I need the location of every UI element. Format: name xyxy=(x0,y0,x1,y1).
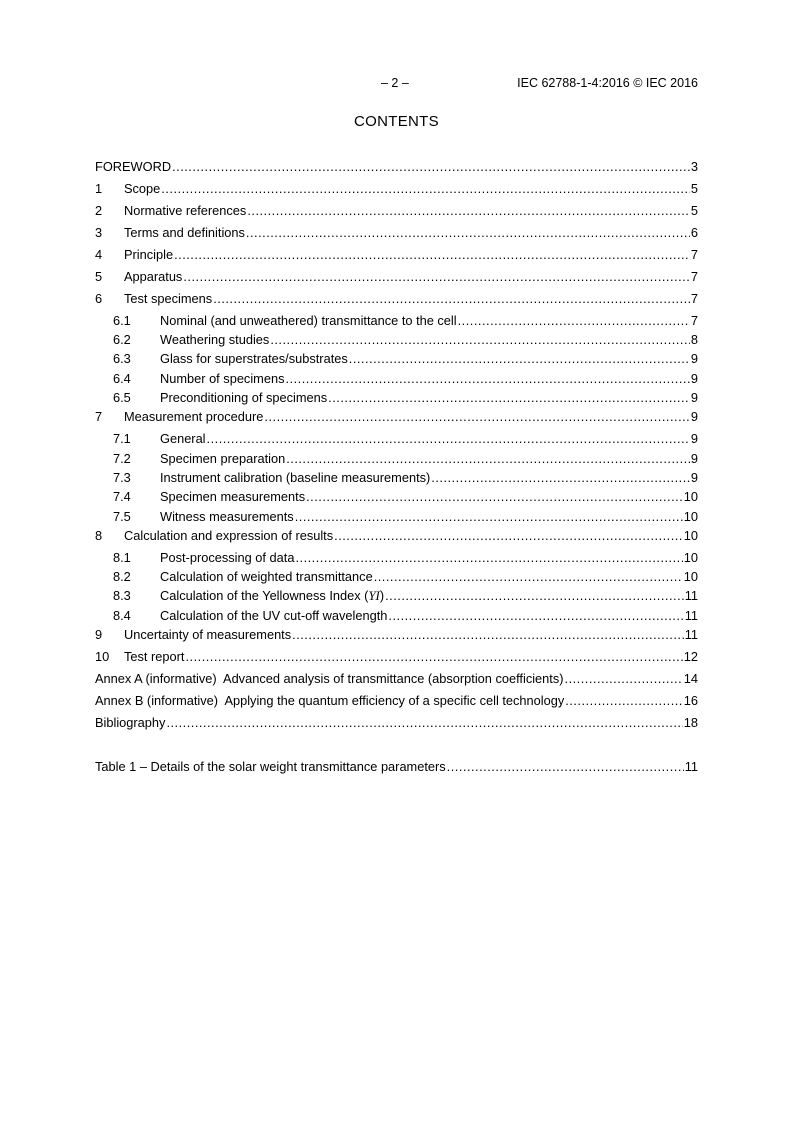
toc-entry-page: 9 xyxy=(690,371,698,386)
dot-leader xyxy=(374,569,683,585)
toc-entry-page: 12 xyxy=(683,649,698,664)
toc-entry-label: Measurement procedure xyxy=(124,409,264,424)
toc-entry-number: 7.5 xyxy=(113,509,131,524)
toc-entry-number: 8.3 xyxy=(113,588,131,603)
dot-leader xyxy=(264,409,689,425)
toc-entry-page: 9 xyxy=(690,390,698,405)
toc-entry-label: Specimen measurements xyxy=(160,489,306,504)
toc-entry-annex-b[interactable] xyxy=(95,693,698,709)
toc-entry-page: 6 xyxy=(690,225,698,240)
toc-entry-label: General xyxy=(160,431,206,446)
dot-leader xyxy=(306,489,683,505)
toc-entry-page: 14 xyxy=(683,671,698,686)
toc-entry-label: Calculation and expression of results xyxy=(124,528,334,543)
toc-entry-label: Principle xyxy=(124,247,174,262)
toc-subentry[interactable] xyxy=(113,371,698,387)
toc-entry-page: 5 xyxy=(690,203,698,218)
toc-entry-number: 7.3 xyxy=(113,470,131,485)
toc-entry-number: 6.5 xyxy=(113,390,131,405)
standard-reference: IEC 62788-1-4:2016 © IEC 2016 xyxy=(517,76,698,90)
toc-subentry[interactable] xyxy=(113,431,698,447)
toc-entry-label: Specimen preparation xyxy=(160,451,286,466)
toc-entry-page: 3 xyxy=(690,159,698,174)
toc-subentry[interactable] xyxy=(113,451,698,467)
toc-entry-number: 1 xyxy=(95,181,103,196)
dot-leader xyxy=(447,759,684,775)
toc-entry-number: 6.3 xyxy=(113,351,131,366)
toc-subentry[interactable] xyxy=(113,509,698,525)
toc-entry-page: 16 xyxy=(683,693,698,708)
toc-entry-annex-a[interactable] xyxy=(95,671,698,687)
toc-entry-label: Bibliography xyxy=(95,715,166,730)
dot-leader xyxy=(285,371,689,387)
toc-entry-page: 7 xyxy=(690,291,698,306)
dot-leader xyxy=(207,431,690,447)
toc-entry[interactable] xyxy=(95,269,698,285)
dot-leader xyxy=(185,649,682,665)
toc-entry-number: 3 xyxy=(95,225,103,240)
toc-entry-label: Weathering studies xyxy=(160,332,270,347)
toc-entry-label: Apparatus xyxy=(124,269,183,284)
table-entry-label: Table 1 – Details of the solar weight transmittance parameters xyxy=(95,759,446,774)
toc-entry-number: 7.1 xyxy=(113,431,131,446)
toc-entry-label: Glass for superstrates/substrates xyxy=(160,351,348,366)
toc-entry-page: 9 xyxy=(690,409,698,424)
toc-entry[interactable] xyxy=(95,225,698,241)
toc-entry[interactable] xyxy=(95,409,698,425)
toc-entry-page: 9 xyxy=(690,431,698,446)
dot-leader xyxy=(295,550,682,566)
toc-entry-label: Post-processing of data xyxy=(160,550,295,565)
toc-entry[interactable] xyxy=(95,159,698,175)
toc-entry-number: 6.2 xyxy=(113,332,131,347)
toc-entry-page: 11 xyxy=(684,588,698,603)
toc-entry-label: Instrument calibration (baseline measurements) xyxy=(160,470,431,485)
dot-leader xyxy=(565,693,683,709)
toc-entry-page: 7 xyxy=(690,269,698,284)
dot-leader xyxy=(292,627,684,643)
toc-entry-number: 6 xyxy=(95,291,103,306)
dot-leader xyxy=(385,588,684,604)
toc-subentry[interactable] xyxy=(113,313,698,329)
dot-leader xyxy=(295,509,683,525)
toc-entry-page: 5 xyxy=(690,181,698,196)
page-title: CONTENTS xyxy=(354,113,439,130)
toc-entry[interactable] xyxy=(95,181,698,197)
toc-entry-number: 6.4 xyxy=(113,371,131,386)
toc-entry-label: Witness measurements xyxy=(160,509,294,524)
toc-entry-label: Scope xyxy=(124,181,161,196)
toc-subentry[interactable] xyxy=(113,489,698,505)
toc-entry-page: 10 xyxy=(683,509,698,524)
toc-entry-page: 7 xyxy=(690,247,698,262)
toc-entry-label: Terms and definitions xyxy=(124,225,245,240)
dot-leader xyxy=(270,332,690,348)
toc-subentry[interactable] xyxy=(113,588,698,604)
toc-entry-label: Annex B (informative) Applying the quantum efficiency of a specific cell technology xyxy=(95,693,565,708)
toc-entry-page: 10 xyxy=(683,550,698,565)
dot-leader xyxy=(334,528,683,544)
dot-leader xyxy=(565,671,683,687)
toc-entry-label: Number of specimens xyxy=(160,371,285,386)
toc-entry-label: Test specimens xyxy=(124,291,213,306)
dot-leader xyxy=(183,269,690,285)
toc-entry-page: 10 xyxy=(683,528,698,543)
toc-entry[interactable] xyxy=(95,247,698,263)
toc-entry-number: 7.4 xyxy=(113,489,131,504)
dot-leader xyxy=(286,451,690,467)
toc-entry-number: 4 xyxy=(95,247,103,262)
dot-leader xyxy=(388,608,683,624)
toc-subentry[interactable] xyxy=(113,390,698,406)
toc-entry-page: 9 xyxy=(690,351,698,366)
toc-entry[interactable] xyxy=(95,528,698,544)
toc-entry-number: 10 xyxy=(95,649,110,664)
toc-entry-bibliography[interactable] xyxy=(95,715,698,731)
toc-entry-number: 8.4 xyxy=(113,608,131,623)
toc-entry[interactable] xyxy=(95,291,698,307)
toc-entry-page: 8 xyxy=(690,332,698,347)
dot-leader xyxy=(431,470,690,486)
toc-entry-page: 9 xyxy=(690,470,698,485)
dot-leader xyxy=(247,203,690,219)
toc-subentry[interactable] xyxy=(113,569,698,585)
toc-subentry[interactable] xyxy=(113,332,698,348)
toc-entry-number: 8 xyxy=(95,528,103,543)
toc-entry-number: 6.1 xyxy=(113,313,131,328)
toc-entry-page: 10 xyxy=(683,489,698,504)
toc-entry-page: 9 xyxy=(690,451,698,466)
toc-subentry[interactable] xyxy=(113,470,698,486)
toc-entry[interactable] xyxy=(95,203,698,219)
toc-entry-number: 9 xyxy=(95,627,103,642)
page-number: – 2 – xyxy=(381,76,409,90)
toc-entry-label: Preconditioning of specimens xyxy=(160,390,328,405)
dot-leader xyxy=(172,159,690,175)
list-of-tables-entry[interactable] xyxy=(95,759,698,775)
dot-leader xyxy=(161,181,690,197)
toc-entry-number: 8.2 xyxy=(113,569,131,584)
toc-subentry[interactable] xyxy=(113,351,698,367)
dot-leader xyxy=(213,291,690,307)
toc-entry-label: Test report xyxy=(124,649,185,664)
toc-entry-number: 2 xyxy=(95,203,103,218)
toc-entry-label: Nominal (and unweathered) transmittance to the cell xyxy=(160,313,457,328)
table-entry-page: 11 xyxy=(684,759,698,774)
dot-leader xyxy=(458,313,690,329)
toc-entry-page: 18 xyxy=(683,715,698,730)
toc-entry-page: 11 xyxy=(684,627,698,642)
toc-entry-page: 10 xyxy=(683,569,698,584)
toc-entry-number: 7.2 xyxy=(113,451,131,466)
toc-entry-number: 8.1 xyxy=(113,550,131,565)
toc-entry-label: Uncertainty of measurements xyxy=(124,627,292,642)
toc-entry-label: Calculation of the UV cut-off wavelength xyxy=(160,608,388,623)
toc-entry-label: Annex A (informative) Advanced analysis of transmittance (absorption coefficients) xyxy=(95,671,564,686)
page-header xyxy=(95,76,698,92)
toc-subentry[interactable] xyxy=(113,608,698,624)
toc-entry-number: 5 xyxy=(95,269,103,284)
toc-entry-page: 7 xyxy=(690,313,698,328)
toc-entry[interactable] xyxy=(95,649,698,665)
dot-leader xyxy=(349,351,690,367)
dot-leader xyxy=(246,225,690,241)
toc-entry-label: FOREWORD xyxy=(95,159,172,174)
toc-entry-number: 7 xyxy=(95,409,103,424)
toc-entry-label: Calculation of the Yellowness Index (YI) xyxy=(160,588,385,603)
toc-entry-page: 11 xyxy=(684,608,698,623)
dot-leader xyxy=(166,715,682,731)
dot-leader xyxy=(174,247,690,263)
dot-leader xyxy=(328,390,690,406)
toc-subentry[interactable] xyxy=(113,550,698,566)
toc-entry-label: Normative references xyxy=(124,203,247,218)
toc-entry[interactable] xyxy=(95,627,698,643)
toc-entry-label: Calculation of weighted transmittance xyxy=(160,569,373,584)
